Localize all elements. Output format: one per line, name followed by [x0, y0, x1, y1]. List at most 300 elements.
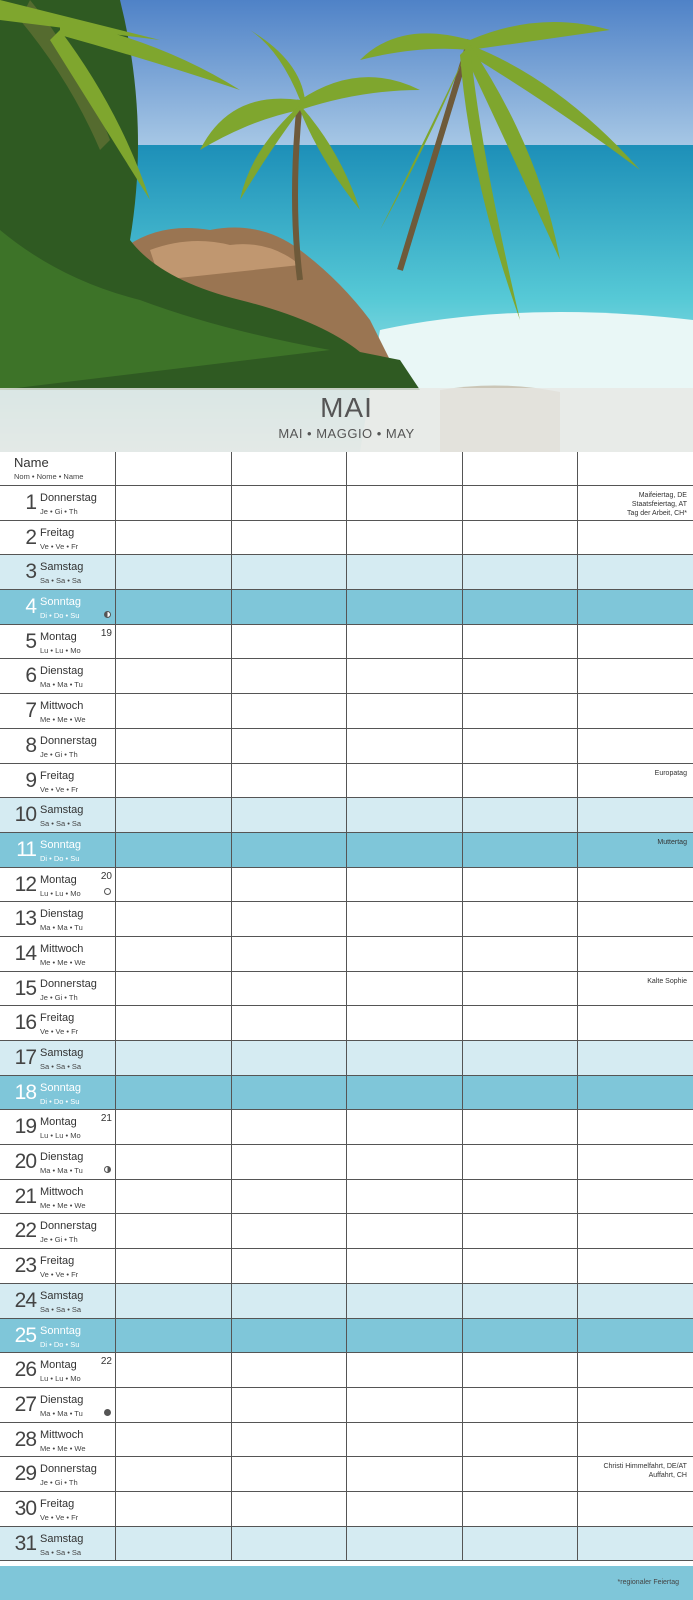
day-abbreviations: Je • Gi • Th — [40, 507, 78, 516]
entry-cell-4[interactable] — [462, 1492, 578, 1526]
entry-cell-3[interactable] — [346, 694, 462, 728]
day-number: 24 — [14, 1288, 36, 1312]
day-row — [0, 1006, 693, 1041]
day-abbreviations: Di • Do • Su — [40, 1339, 80, 1349]
day-label-cell — [0, 868, 115, 902]
day-name: Mittwoch — [40, 1428, 84, 1441]
day-number: 2 — [25, 525, 36, 549]
entry-cell-5[interactable] — [577, 1041, 693, 1075]
day-abbreviations: Di • Do • Su — [40, 853, 80, 863]
day-label-cell — [0, 972, 115, 1006]
entry-cell-2[interactable] — [231, 1041, 347, 1075]
holiday-label: Muttertag — [657, 838, 687, 846]
day-number: 31 — [14, 1531, 36, 1555]
entry-cell-1[interactable] — [115, 798, 231, 832]
day-abbreviations: Di • Do • Su — [40, 611, 80, 621]
name-sublabel: Nom • Nome • Name — [14, 472, 84, 481]
day-abbreviations: Je • Gi • Th — [40, 749, 78, 759]
day-name: Freitag — [40, 1012, 75, 1025]
day-abbreviations: Sa • Sa • Sa — [40, 1304, 82, 1314]
entry-cell-4[interactable] — [462, 590, 578, 624]
day-row — [0, 1249, 693, 1284]
day-label-cell — [0, 1214, 115, 1248]
day-abbreviations: Sa • Sa • Sa — [40, 576, 82, 586]
entry-cell-1[interactable] — [115, 1284, 231, 1318]
name-column-3[interactable] — [346, 452, 462, 485]
entry-cell-5[interactable] — [577, 521, 693, 555]
entry-cell-4[interactable] — [462, 555, 578, 589]
entry-cell-3[interactable] — [346, 1353, 462, 1387]
entry-cell-3[interactable] — [346, 972, 462, 1006]
entry-cell-2[interactable] — [231, 902, 347, 936]
entry-cell-4[interactable] — [462, 1423, 578, 1457]
month-subtitle: MAI • MAGGIO • MAY — [278, 426, 415, 441]
entry-cell-3[interactable] — [346, 1319, 462, 1353]
name-column-5[interactable] — [577, 452, 693, 485]
entry-cell-5[interactable] — [577, 833, 693, 867]
entry-cell-2[interactable] — [231, 833, 347, 867]
entry-cell-5[interactable] — [577, 659, 693, 693]
entry-cell-4[interactable] — [462, 937, 578, 971]
entry-cell-5[interactable] — [577, 868, 693, 902]
entry-cell-4[interactable] — [462, 972, 578, 1006]
day-row — [0, 972, 693, 1007]
entry-cell-5[interactable] — [577, 1076, 693, 1110]
entry-cell-5[interactable] — [577, 590, 693, 624]
day-label-cell — [0, 729, 115, 763]
name-column-1[interactable] — [115, 452, 231, 485]
day-name: Freitag — [40, 769, 75, 782]
entry-cell-5[interactable] — [577, 1249, 693, 1283]
day-row — [0, 902, 693, 937]
day-label-cell — [0, 902, 115, 936]
entry-cell-2[interactable] — [231, 1319, 347, 1353]
day-label-cell — [0, 798, 115, 832]
day-name: Sonntag — [40, 838, 81, 851]
day-abbreviations: Sa • Sa • Sa — [40, 819, 82, 829]
entry-cell-3[interactable] — [346, 1527, 462, 1561]
entry-cell-5[interactable] — [577, 694, 693, 728]
day-abbreviations: Lu • Lu • Mo — [40, 1374, 81, 1384]
day-row — [0, 1110, 693, 1145]
day-abbreviations: Ma • Ma • Tu — [40, 1408, 83, 1418]
entry-cell-3[interactable] — [346, 1006, 462, 1040]
entry-cell-3[interactable] — [346, 1249, 462, 1283]
entry-cell-3[interactable] — [346, 659, 462, 693]
entry-cell-5[interactable] — [577, 798, 693, 832]
entry-cell-2[interactable] — [231, 521, 347, 555]
day-row — [0, 764, 693, 799]
entry-cell-4[interactable] — [462, 1214, 578, 1248]
day-label-cell — [0, 1076, 115, 1110]
day-number: 4 — [25, 595, 36, 619]
entry-cell-3[interactable] — [346, 1457, 462, 1491]
day-row — [0, 1180, 693, 1215]
day-number: 29 — [14, 1462, 36, 1486]
entry-cell-5[interactable] — [577, 1423, 693, 1457]
holiday-label: Europatag — [654, 769, 687, 777]
day-name: Samstag — [40, 1047, 84, 1059]
day-row — [0, 486, 693, 521]
day-row — [0, 833, 693, 868]
day-label-cell — [0, 590, 115, 624]
entry-cell-4[interactable] — [462, 1145, 578, 1179]
day-abbreviations: Lu • Lu • Mo — [40, 1131, 81, 1141]
entry-cell-3[interactable] — [346, 1076, 462, 1110]
entry-cell-4[interactable] — [462, 1527, 578, 1561]
day-label-cell — [0, 521, 115, 555]
day-row — [0, 590, 693, 625]
entry-cell-5[interactable] — [577, 1110, 693, 1144]
day-name: Montag — [40, 630, 77, 643]
day-row — [0, 729, 693, 764]
entry-cell-3[interactable] — [346, 868, 462, 902]
day-row — [0, 1214, 693, 1249]
day-number: 7 — [25, 699, 36, 723]
entry-cell-2[interactable] — [231, 1110, 347, 1144]
entry-cell-2[interactable] — [231, 798, 347, 832]
day-label-cell — [0, 1284, 115, 1318]
entry-cell-2[interactable] — [231, 1492, 347, 1526]
entry-cell-1[interactable] — [115, 555, 231, 589]
day-number: 30 — [14, 1496, 36, 1520]
entry-cell-4[interactable] — [462, 764, 578, 798]
entry-cell-3[interactable] — [346, 1041, 462, 1075]
day-label-cell — [0, 1388, 115, 1422]
entry-cell-4[interactable] — [462, 625, 578, 659]
entry-cell-1[interactable] — [115, 1527, 231, 1561]
entry-cell-3[interactable] — [346, 764, 462, 798]
name-header-row — [0, 452, 693, 486]
entry-cell-5[interactable] — [577, 972, 693, 1006]
entry-cell-4[interactable] — [462, 1457, 578, 1491]
entry-cell-3[interactable] — [346, 590, 462, 624]
day-name: Samstag — [40, 1289, 84, 1302]
week-number: 22 — [100, 1356, 112, 1368]
day-label-cell — [0, 625, 115, 659]
entry-cell-4[interactable] — [462, 521, 578, 555]
entry-cell-1[interactable] — [115, 868, 231, 902]
entry-cell-2[interactable] — [231, 937, 347, 971]
entry-cell-1[interactable] — [115, 1180, 231, 1214]
day-abbreviations: Di • Do • Su — [40, 1096, 80, 1106]
day-abbreviations: Ma • Ma • Tu — [40, 1166, 83, 1176]
day-name: Donnerstag — [40, 734, 97, 747]
entry-cell-1[interactable] — [115, 1353, 231, 1387]
entry-cell-4[interactable] — [462, 1319, 578, 1353]
entry-cell-1[interactable] — [115, 486, 231, 520]
entry-cell-3[interactable] — [346, 729, 462, 763]
name-column-2[interactable] — [231, 452, 347, 485]
day-name: Samstag — [40, 804, 84, 817]
name-column-4[interactable] — [462, 452, 578, 485]
day-row — [0, 659, 693, 694]
entry-cell-4[interactable] — [462, 1284, 578, 1318]
entry-cell-2[interactable] — [231, 1284, 347, 1318]
day-abbreviations: Me • Me • We — [40, 957, 86, 967]
entry-cell-5[interactable] — [577, 1180, 693, 1214]
entry-cell-3[interactable] — [346, 625, 462, 659]
entry-cell-2[interactable] — [231, 625, 347, 659]
day-label-cell — [0, 1006, 115, 1040]
entry-cell-3[interactable] — [346, 486, 462, 520]
day-name: Dienstag — [40, 1393, 84, 1406]
day-number: 20 — [14, 1150, 36, 1174]
entry-cell-1[interactable] — [115, 902, 231, 936]
entry-cell-5[interactable] — [577, 1284, 693, 1318]
day-label-cell — [0, 1249, 115, 1283]
entry-cell-5[interactable] — [577, 1353, 693, 1387]
day-abbreviations: Me • Me • We — [40, 1200, 86, 1210]
moon-phase-icon — [104, 1166, 111, 1173]
entry-cell-1[interactable] — [115, 764, 231, 798]
entry-cell-3[interactable] — [346, 1180, 462, 1214]
entry-cell-4[interactable] — [462, 868, 578, 902]
entry-cell-1[interactable] — [115, 833, 231, 867]
entry-cell-4[interactable] — [462, 798, 578, 832]
day-label-cell — [0, 833, 115, 867]
entry-cell-4[interactable] — [462, 1041, 578, 1075]
entry-cell-4[interactable] — [462, 902, 578, 936]
entry-cell-3[interactable] — [346, 1423, 462, 1457]
entry-cell-2[interactable] — [231, 1353, 347, 1387]
entry-cell-1[interactable] — [115, 625, 231, 659]
entry-cell-4[interactable] — [462, 1076, 578, 1110]
entry-cell-5[interactable] — [577, 902, 693, 936]
entry-cell-1[interactable] — [115, 694, 231, 728]
entry-cell-1[interactable] — [115, 521, 231, 555]
entry-cell-4[interactable] — [462, 833, 578, 867]
day-abbreviations: Ma • Ma • Tu — [40, 923, 83, 933]
name-label: Name — [14, 455, 49, 470]
entry-cell-3[interactable] — [346, 902, 462, 936]
holiday-label: Maifeiertag, DE Staatsfeiertag, AT Tag der Arbeit, CH* — [627, 492, 687, 517]
day-row — [0, 1076, 693, 1111]
entry-cell-3[interactable] — [346, 798, 462, 832]
day-row — [0, 798, 693, 833]
day-number: 1 — [25, 491, 36, 514]
entry-cell-1[interactable] — [115, 972, 231, 1006]
entry-cell-1[interactable] — [115, 1145, 231, 1179]
day-number: 21 — [14, 1184, 36, 1208]
moon-phase-icon — [104, 888, 111, 895]
entry-cell-2[interactable] — [231, 486, 347, 520]
day-name: Montag — [40, 873, 77, 886]
entry-cell-2[interactable] — [231, 972, 347, 1006]
entry-cell-5[interactable] — [577, 1214, 693, 1248]
entry-cell-3[interactable] — [346, 1284, 462, 1318]
day-label-cell — [0, 694, 115, 728]
entry-cell-4[interactable] — [462, 694, 578, 728]
entry-cell-3[interactable] — [346, 1388, 462, 1422]
entry-cell-4[interactable] — [462, 659, 578, 693]
day-abbreviations: Sa • Sa • Sa — [40, 1547, 82, 1557]
day-number: 12 — [14, 872, 36, 896]
entry-cell-2[interactable] — [231, 1388, 347, 1422]
entry-cell-1[interactable] — [115, 1214, 231, 1248]
entry-cell-5[interactable] — [577, 486, 693, 520]
day-row — [0, 1041, 693, 1076]
entry-cell-4[interactable] — [462, 1110, 578, 1144]
day-row — [0, 1319, 693, 1354]
day-label-cell — [0, 1353, 115, 1387]
entry-cell-5[interactable] — [577, 729, 693, 763]
day-number: 25 — [14, 1323, 36, 1347]
day-name: Samstag — [40, 1532, 84, 1545]
day-row — [0, 1145, 693, 1180]
moon-phase-icon — [104, 611, 111, 618]
entry-cell-4[interactable] — [462, 1388, 578, 1422]
day-row — [0, 1284, 693, 1319]
entry-cell-3[interactable] — [346, 1145, 462, 1179]
entry-cell-1[interactable] — [115, 729, 231, 763]
day-row — [0, 868, 693, 903]
entry-cell-5[interactable] — [577, 764, 693, 798]
holiday-label: Christi Himmelfahrt, DE/AT Auffahrt, CH — [603, 1463, 687, 1480]
entry-cell-2[interactable] — [231, 555, 347, 589]
day-label-cell — [0, 1041, 115, 1075]
entry-cell-2[interactable] — [231, 1249, 347, 1283]
day-row — [0, 1527, 693, 1562]
entry-cell-2[interactable] — [231, 1423, 347, 1457]
entry-cell-2[interactable] — [231, 1180, 347, 1214]
day-abbreviations: Je • Gi • Th — [40, 992, 78, 1002]
entry-cell-2[interactable] — [231, 1006, 347, 1040]
day-abbreviations: Lu • Lu • Mo — [40, 645, 81, 655]
day-abbreviations: Ve • Ve • Fr — [40, 1270, 79, 1280]
day-label-cell — [0, 1180, 115, 1214]
entry-cell-1[interactable] — [115, 1041, 231, 1075]
entry-cell-1[interactable] — [115, 1006, 231, 1040]
entry-cell-2[interactable] — [231, 1457, 347, 1491]
day-label-cell — [0, 1145, 115, 1179]
entry-cell-5[interactable] — [577, 1457, 693, 1491]
week-number: 19 — [100, 627, 112, 639]
entry-cell-5[interactable] — [577, 1145, 693, 1179]
entry-cell-5[interactable] — [577, 1319, 693, 1353]
entry-cell-2[interactable] — [231, 764, 347, 798]
day-abbreviations: Ve • Ve • Fr — [40, 1027, 79, 1037]
day-number: 16 — [14, 1011, 36, 1035]
entry-cell-1[interactable] — [115, 1110, 231, 1144]
day-abbreviations: Me • Me • We — [40, 715, 86, 725]
entry-cell-2[interactable] — [231, 1527, 347, 1561]
day-abbreviations: Je • Gi • Th — [40, 1235, 78, 1245]
entry-cell-4[interactable] — [462, 486, 578, 520]
entry-cell-1[interactable] — [115, 590, 231, 624]
entry-cell-1[interactable] — [115, 937, 231, 971]
day-abbreviations: Sa • Sa • Sa — [40, 1062, 82, 1071]
day-name: Freitag — [40, 1255, 75, 1268]
entry-cell-4[interactable] — [462, 729, 578, 763]
day-row — [0, 555, 693, 590]
entry-cell-2[interactable] — [231, 1214, 347, 1248]
day-name: Donnerstag — [40, 1463, 97, 1476]
day-abbreviations: Je • Gi • Th — [40, 1478, 78, 1488]
day-number: 8 — [25, 733, 36, 757]
entry-cell-4[interactable] — [462, 1006, 578, 1040]
entry-cell-2[interactable] — [231, 659, 347, 693]
entry-cell-5[interactable] — [577, 937, 693, 971]
day-number: 15 — [14, 976, 36, 1000]
entry-cell-2[interactable] — [231, 868, 347, 902]
day-label-cell — [0, 555, 115, 589]
entry-cell-5[interactable] — [577, 625, 693, 659]
day-name: Mittwoch — [40, 700, 84, 713]
entry-cell-1[interactable] — [115, 1076, 231, 1110]
entry-cell-2[interactable] — [231, 694, 347, 728]
day-row — [0, 625, 693, 660]
day-name: Dienstag — [40, 1151, 84, 1164]
footer-bar — [0, 1566, 693, 1600]
entry-cell-3[interactable] — [346, 555, 462, 589]
day-name: Donnerstag — [40, 492, 97, 504]
day-row — [0, 1423, 693, 1458]
entry-cell-1[interactable] — [115, 1249, 231, 1283]
day-row — [0, 937, 693, 972]
entry-cell-1[interactable] — [115, 1319, 231, 1353]
entry-cell-4[interactable] — [462, 1249, 578, 1283]
day-row — [0, 521, 693, 556]
day-number: 26 — [14, 1358, 36, 1382]
entry-cell-3[interactable] — [346, 833, 462, 867]
entry-cell-3[interactable] — [346, 1110, 462, 1144]
entry-cell-2[interactable] — [231, 1076, 347, 1110]
entry-cell-1[interactable] — [115, 1423, 231, 1457]
entry-cell-3[interactable] — [346, 1492, 462, 1526]
day-name: Mittwoch — [40, 942, 84, 955]
day-label-cell — [0, 1423, 115, 1457]
entry-cell-5[interactable] — [577, 1006, 693, 1040]
entry-cell-5[interactable] — [577, 1527, 693, 1561]
entry-cell-1[interactable] — [115, 1492, 231, 1526]
entry-cell-5[interactable] — [577, 1492, 693, 1526]
day-number: 18 — [14, 1080, 36, 1104]
day-abbreviations: Me • Me • We — [40, 1443, 86, 1453]
day-abbreviations: Ve • Ve • Fr — [40, 541, 79, 551]
entry-cell-3[interactable] — [346, 1214, 462, 1248]
beach-palm-photo — [0, 0, 693, 452]
day-name: Donnerstag — [40, 977, 97, 990]
day-number: 11 — [16, 837, 36, 861]
day-label-cell — [0, 1527, 115, 1561]
entry-cell-3[interactable] — [346, 521, 462, 555]
day-number: 10 — [14, 803, 36, 827]
entry-cell-2[interactable] — [231, 590, 347, 624]
day-number: 17 — [14, 1046, 36, 1069]
entry-cell-1[interactable] — [115, 1388, 231, 1422]
holiday-label: Kalte Sophie — [647, 977, 687, 985]
entry-cell-4[interactable] — [462, 1353, 578, 1387]
entry-cell-1[interactable] — [115, 1457, 231, 1491]
day-name: Sonntag — [40, 1081, 81, 1094]
entry-cell-5[interactable] — [577, 555, 693, 589]
entry-cell-2[interactable] — [231, 1145, 347, 1179]
entry-cell-3[interactable] — [346, 937, 462, 971]
day-number: 6 — [25, 664, 36, 688]
day-name: Sonntag — [40, 596, 81, 609]
entry-cell-5[interactable] — [577, 1388, 693, 1422]
day-abbreviations: Ve • Ve • Fr — [40, 1512, 79, 1522]
moon-phase-icon — [104, 1409, 111, 1416]
entry-cell-2[interactable] — [231, 729, 347, 763]
week-number: 20 — [100, 870, 112, 882]
day-number: 22 — [14, 1219, 36, 1243]
day-label-cell — [0, 1457, 115, 1491]
entry-cell-1[interactable] — [115, 659, 231, 693]
entry-cell-4[interactable] — [462, 1180, 578, 1214]
day-number: 14 — [14, 941, 36, 965]
